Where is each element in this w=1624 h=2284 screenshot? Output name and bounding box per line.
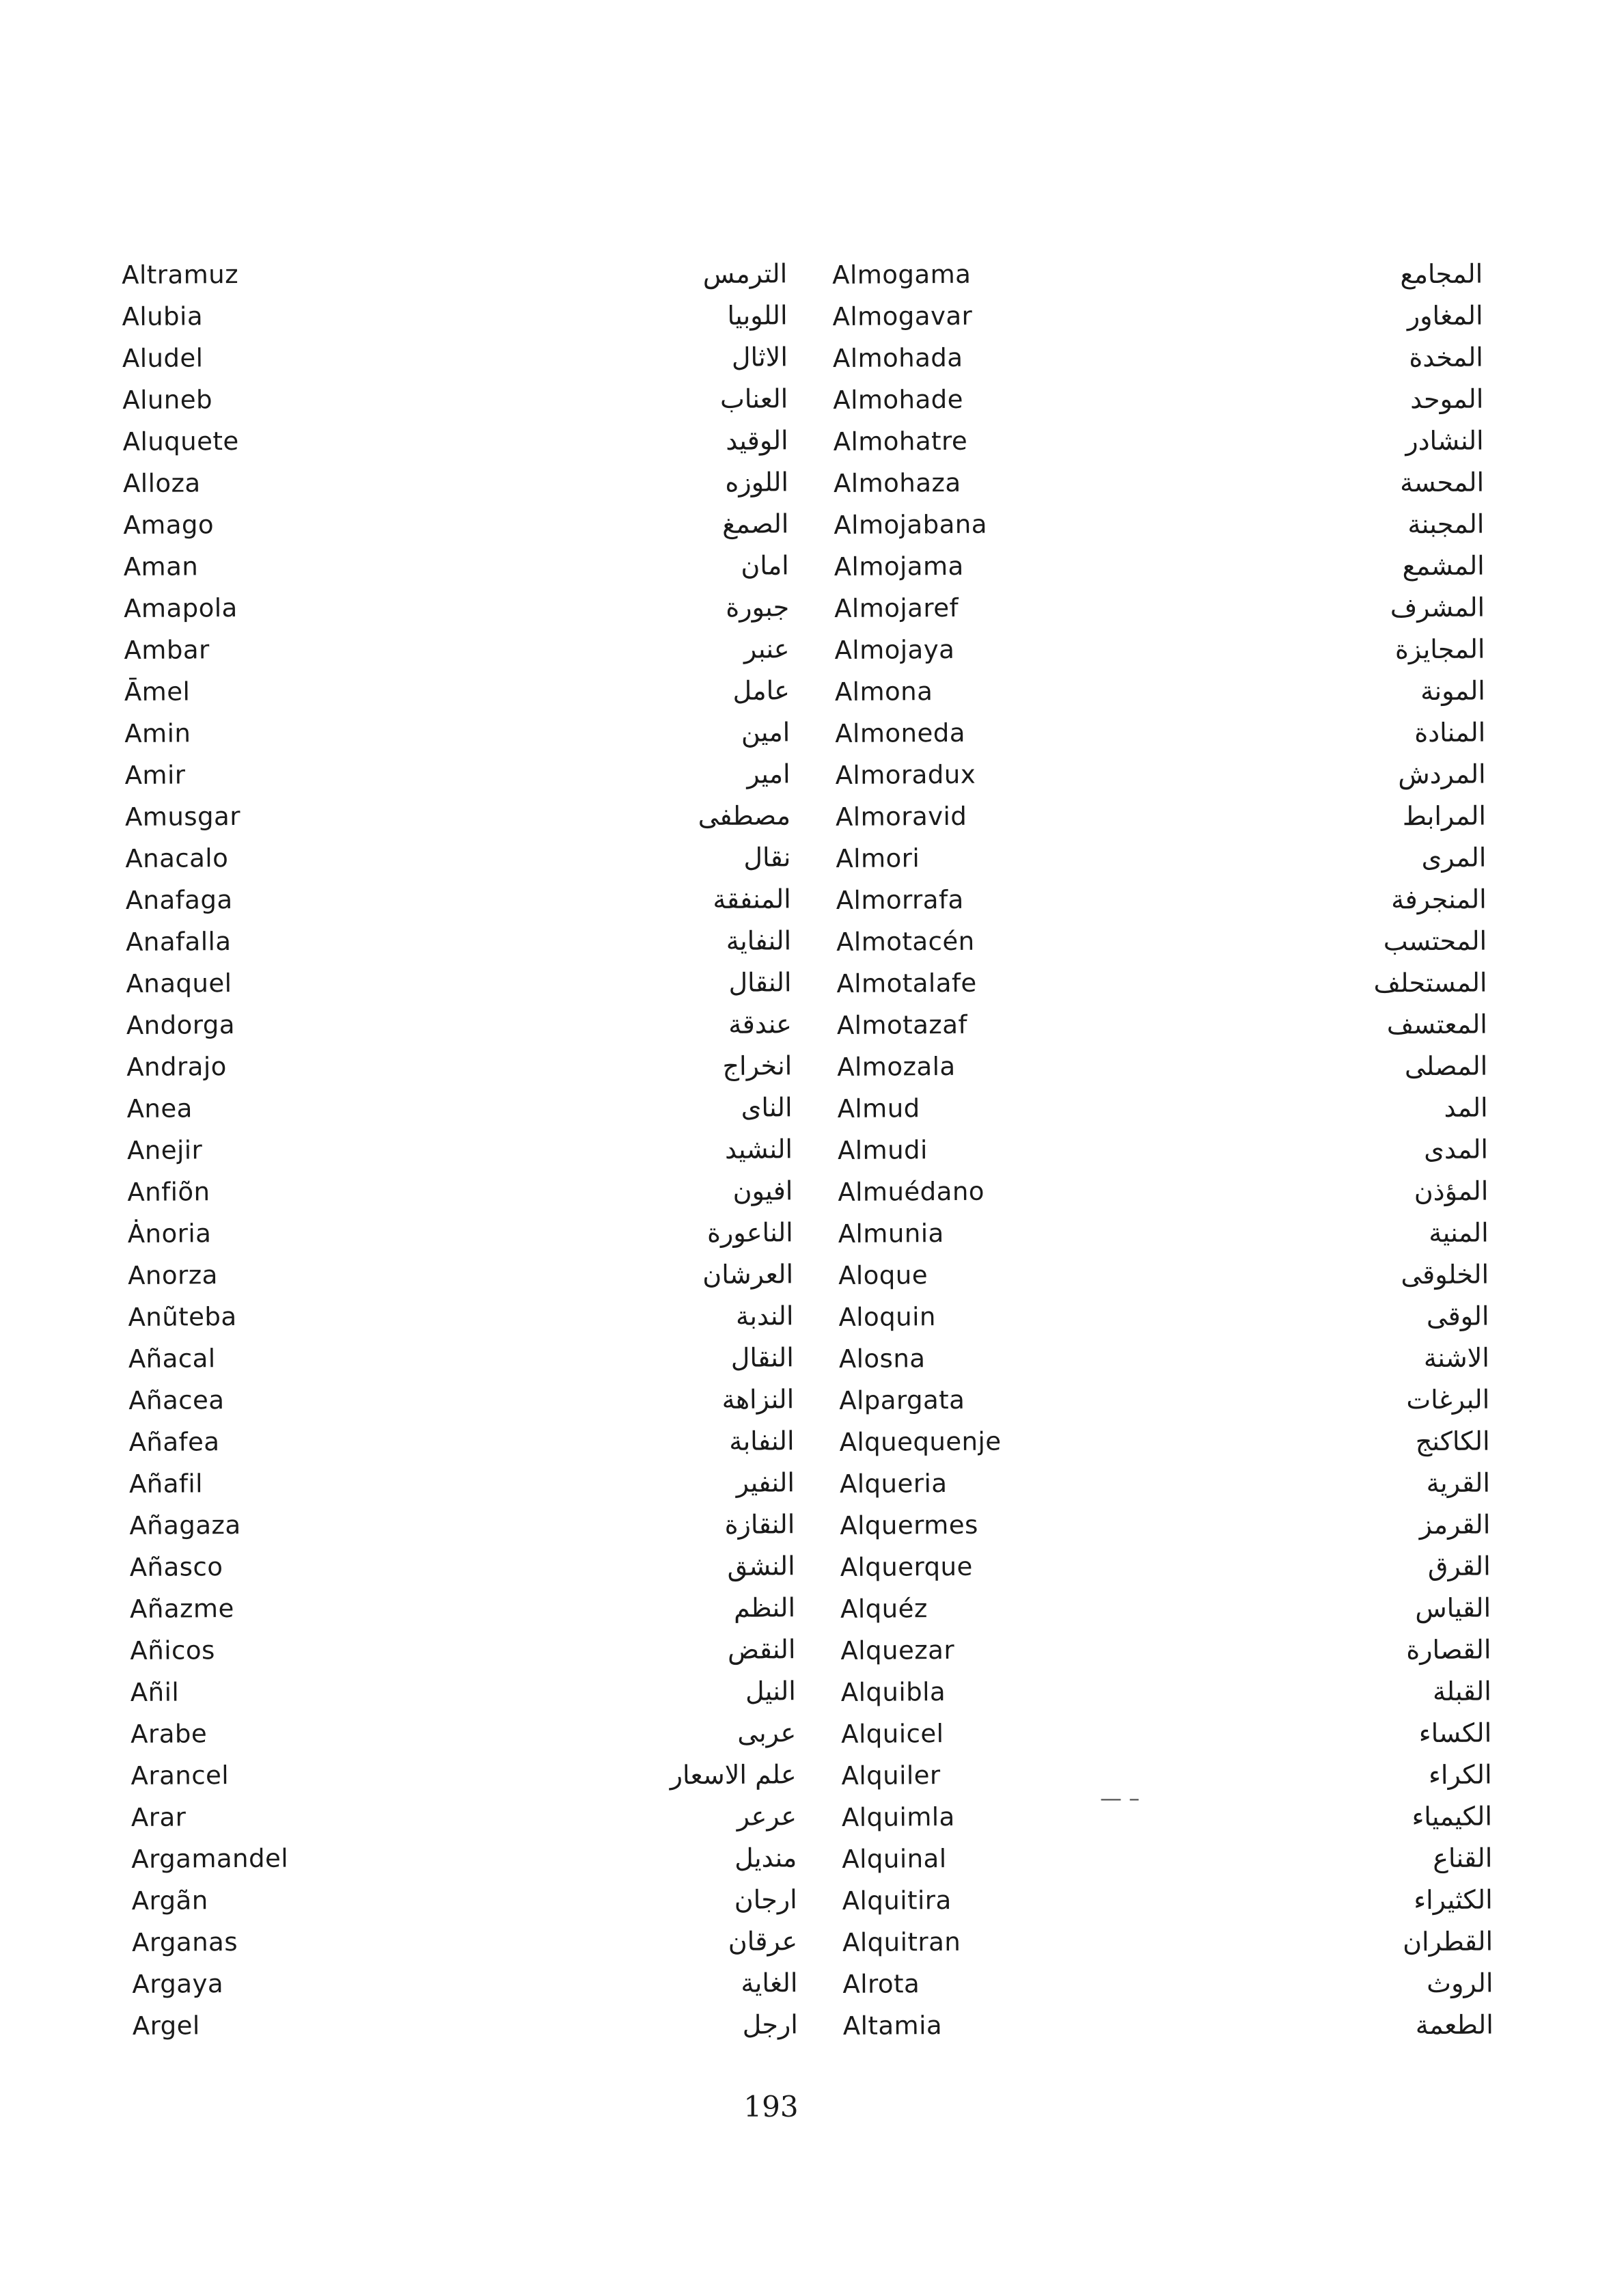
arabic-term: الكراء	[1428, 1759, 1492, 1791]
spanish-term: Ambar	[124, 635, 210, 665]
spanish-term: Anacalo	[125, 843, 229, 873]
arabic-term: القصارة	[1406, 1634, 1491, 1666]
spanish-term: Ȧnoria	[127, 1219, 212, 1249]
spanish-term: Alqueria	[839, 1469, 948, 1499]
arabic-term: القياس	[1415, 1592, 1491, 1624]
arabic-column-right	[1319, 254, 1494, 2047]
arabic-term: منديل	[734, 1843, 797, 1873]
spanish-term: Arganas	[131, 1927, 238, 1957]
spanish-term: Anaquel	[126, 968, 232, 998]
arabic-term: نقال	[743, 842, 791, 873]
arabic-term: النزاهة	[721, 1384, 795, 1415]
spanish-term: Anafalla	[126, 927, 232, 957]
spanish-term: Alubia	[122, 301, 204, 331]
arabic-term: النفابة	[729, 1426, 795, 1456]
arabic-term: المجايزة	[1394, 634, 1485, 665]
arabic-term: المردش	[1398, 759, 1486, 790]
arabic-term: المدى	[1424, 1134, 1489, 1165]
arabic-term: المنفقة	[713, 884, 791, 914]
arabic-term: المونة	[1420, 675, 1486, 707]
spanish-term: Almotacén	[836, 926, 975, 957]
arabic-term: علم الاسعار	[670, 1759, 797, 1791]
spanish-term: Arancel	[130, 1760, 230, 1791]
spanish-term: Alquitran	[842, 1927, 961, 1957]
arabic-term: النشادر	[1405, 425, 1484, 457]
spanish-term: Arabe	[130, 1719, 208, 1749]
arabic-term: القطران	[1402, 1926, 1494, 1957]
arabic-term: القناع	[1433, 1843, 1493, 1874]
spanish-term: Aluquete	[122, 426, 239, 457]
spanish-term: Añacea	[128, 1385, 225, 1415]
spanish-term: Almudi	[837, 1135, 928, 1165]
spanish-term: Andrajo	[126, 1052, 227, 1082]
arabic-term: النظم	[733, 1592, 796, 1623]
arabic-term: جبورة	[726, 592, 790, 623]
arabic-term: اللوزه	[725, 467, 789, 498]
arabic-term: النفاية	[726, 925, 792, 956]
arabic-term: المخدة	[1409, 342, 1484, 373]
spanish-term: Aloquin	[838, 1302, 937, 1332]
spanish-term: Alpargata	[839, 1385, 965, 1415]
spanish-term: Anea	[126, 1093, 193, 1124]
spanish-term: Amago	[123, 510, 215, 540]
arabic-term: ارجل	[742, 2009, 798, 2040]
arabic-term: عنبر	[743, 634, 790, 664]
arabic-term: المشمع	[1402, 550, 1485, 582]
spanish-term: Aloque	[838, 1260, 928, 1290]
spanish-term: Anũteba	[128, 1301, 237, 1332]
arabic-term: العناب	[719, 383, 788, 414]
arabic-term: القرية	[1426, 1467, 1491, 1499]
arabic-term: الموحد	[1409, 383, 1484, 415]
spanish-term: Andorga	[126, 1010, 236, 1040]
arabic-term: المغاور	[1407, 300, 1483, 331]
arabic-term: عرعر	[737, 1801, 797, 1832]
spanish-term: Almunia	[838, 1219, 944, 1249]
spanish-term: Alquezar	[840, 1635, 955, 1666]
spanish-term: Anorza	[127, 1260, 218, 1290]
spanish-term: Almoravid	[835, 801, 967, 832]
arabic-term: المستحلف	[1373, 967, 1487, 998]
arabic-term: المرابط	[1402, 800, 1487, 832]
arabic-term: الطعمة	[1415, 2009, 1494, 2041]
spanish-term: Almojaya	[834, 634, 955, 665]
spanish-term: Amin	[124, 718, 191, 748]
spanish-term: Alquitira	[842, 1885, 952, 1916]
spanish-term: Añicos	[130, 1635, 215, 1666]
spanish-term: Almohade	[833, 384, 964, 415]
spanish-term: Aman	[123, 552, 199, 582]
arabic-term: القبلة	[1432, 1676, 1491, 1707]
arabic-term: الكساء	[1418, 1717, 1492, 1749]
spanish-term: Alquerque	[840, 1551, 973, 1582]
spanish-term: Alquinal	[842, 1844, 947, 1874]
arabic-term: مصطفى	[698, 800, 791, 832]
arabic-term: الاشنة	[1423, 1342, 1490, 1374]
arabic-term: المحسة	[1400, 467, 1485, 498]
arabic-term: الكاكنج	[1415, 1426, 1490, 1457]
arabic-term: الخلوقى	[1401, 1259, 1489, 1290]
spanish-term: Añacal	[128, 1344, 216, 1374]
spanish-term: Añazme	[129, 1594, 234, 1624]
arabic-term: النيل	[745, 1676, 796, 1707]
spanish-term: Almori	[836, 843, 920, 873]
spanish-term: Argãn	[131, 1886, 208, 1916]
spanish-term: Alosna	[838, 1344, 926, 1374]
spanish-term: Almona	[834, 677, 933, 707]
arabic-term: النشق	[727, 1551, 795, 1581]
arabic-term: عرقان	[728, 1926, 798, 1957]
spanish-term: Almoradux	[835, 759, 976, 790]
arabic-term: امير	[747, 759, 790, 789]
arabic-term: البرغات	[1406, 1384, 1490, 1415]
arabic-term: النفير	[736, 1467, 795, 1498]
arabic-term: المرى	[1421, 842, 1487, 873]
page-number: 193	[743, 2090, 799, 2123]
spanish-term: Anfiõn	[127, 1177, 210, 1207]
arabic-term: ارجان	[734, 1884, 797, 1915]
arabic-term: النقال	[730, 1342, 795, 1373]
arabic-column-left	[594, 253, 798, 2047]
arabic-term: النشيد	[724, 1134, 793, 1165]
arabic-term: الاثال	[731, 342, 788, 372]
spanish-term: Almohaza	[833, 467, 961, 498]
arabic-term: امين	[741, 717, 790, 748]
arabic-term: النقازة	[724, 1509, 795, 1540]
spanish-term: Añafil	[128, 1469, 204, 1499]
arabic-term: الصمغ	[721, 508, 789, 539]
spanish-term: Alquermes	[840, 1510, 978, 1540]
spanish-term: Alquequenje	[839, 1426, 1002, 1457]
arabic-term: عامل	[732, 675, 790, 706]
spanish-term: Anafaga	[125, 885, 233, 915]
arabic-term: المصلى	[1404, 1050, 1488, 1082]
spanish-term: Almojabana	[834, 509, 988, 540]
spanish-term: Almojama	[834, 551, 964, 582]
arabic-term: المنادة	[1414, 717, 1486, 748]
spanish-term: Alquibla	[840, 1677, 946, 1707]
spanish-term: Altramuz	[122, 259, 239, 290]
arabic-term: المجامع	[1400, 258, 1483, 290]
spanish-term: Argaya	[132, 1969, 224, 1999]
spanish-term: Alquéz	[840, 1594, 928, 1624]
arabic-term: المحتسب	[1383, 925, 1487, 957]
spanish-term: Amapola	[124, 593, 238, 623]
arabic-term: امان	[741, 550, 789, 581]
spanish-term: Alquimla	[841, 1802, 955, 1832]
dash-mark: — –	[1100, 1785, 1140, 1811]
arabic-term: الندبة	[735, 1301, 794, 1331]
arabic-term: النقال	[728, 967, 792, 998]
spanish-term: Amir	[124, 760, 186, 790]
spanish-term: Almogama	[832, 259, 972, 290]
spanish-term: Almohatre	[833, 426, 968, 457]
arabic-term: المشرف	[1390, 592, 1485, 623]
arabic-term: المنية	[1429, 1217, 1489, 1249]
spanish-term: Almuédano	[838, 1176, 985, 1207]
spanish-term: Argel	[132, 2011, 200, 2041]
arabic-term: المعتسف	[1386, 1009, 1488, 1040]
spanish-term: Almud	[837, 1093, 920, 1124]
spanish-term: Anejir	[126, 1135, 203, 1165]
arabic-term: الكثيراء	[1414, 1884, 1493, 1916]
arabic-term: الترمس	[702, 258, 788, 290]
arabic-term: المجبنة	[1407, 508, 1485, 540]
arabic-term: المؤذن	[1414, 1175, 1489, 1207]
arabic-term: انخراج	[722, 1050, 793, 1081]
spanish-term: Altamia	[842, 2011, 943, 2041]
arabic-term: افيون	[732, 1175, 793, 1206]
spanish-column-right	[832, 252, 1144, 2047]
spanish-term: Alquicel	[841, 1719, 944, 1749]
arabic-term: الناعورة	[706, 1217, 793, 1249]
arabic-term: المنجرفة	[1391, 884, 1487, 915]
spanish-term: Alquiler	[841, 1760, 941, 1791]
spanish-term: Alrota	[842, 1969, 920, 1999]
spanish-term: Almotalafe	[836, 968, 977, 998]
spanish-term: Almotazaf	[836, 1009, 968, 1040]
spanish-term: Argamandel	[131, 1843, 289, 1874]
spanish-term: Alloza	[122, 468, 201, 498]
spanish-term: Almozala	[837, 1051, 956, 1082]
spanish-term: Almoneda	[835, 718, 966, 748]
arabic-term: عربى	[737, 1717, 797, 1748]
spanish-term: Aluneb	[122, 385, 213, 415]
arabic-term: الوقى	[1426, 1301, 1489, 1332]
spanish-term: Arar	[130, 1802, 187, 1832]
arabic-term: الوقيد	[726, 425, 788, 456]
spanish-term: Almojaref	[834, 593, 959, 623]
arabic-term: القرمز	[1419, 1509, 1491, 1540]
arabic-term: النقض	[727, 1634, 796, 1665]
spanish-term: Āmel	[124, 677, 191, 707]
spanish-term: Añasco	[129, 1552, 223, 1582]
arabic-term: عندقة	[728, 1009, 793, 1039]
arabic-term: القرق	[1427, 1551, 1491, 1582]
arabic-term: اللوبيا	[727, 300, 788, 331]
arabic-term: الروث	[1427, 1968, 1494, 1999]
arabic-term: الناى	[741, 1092, 793, 1123]
spanish-term: Aludel	[122, 343, 204, 373]
arabic-term: العرشان	[702, 1259, 794, 1290]
spanish-term: Almorrafa	[836, 884, 964, 915]
arabic-term: الغاية	[741, 1968, 798, 1998]
spanish-term: Añafea	[128, 1427, 220, 1457]
arabic-term: المد	[1444, 1092, 1488, 1123]
spanish-term: Almogavar	[832, 301, 973, 331]
spanish-column-left	[122, 252, 419, 2047]
spanish-term: Añagaza	[129, 1510, 241, 1540]
arabic-term: الكيمياء	[1412, 1801, 1493, 1832]
spanish-term: Amusgar	[124, 801, 241, 832]
spanish-term: Añil	[130, 1677, 180, 1707]
spanish-term: Almohada	[832, 342, 963, 373]
